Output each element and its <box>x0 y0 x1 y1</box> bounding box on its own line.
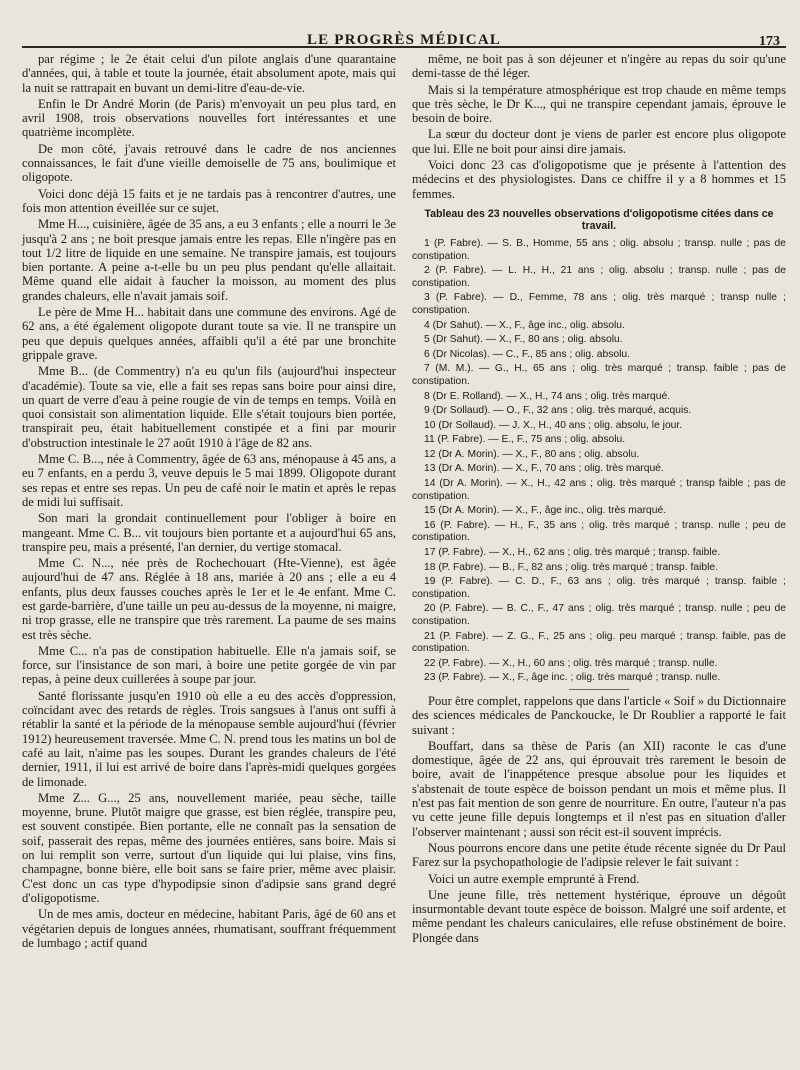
page-header <box>22 0 786 48</box>
observation-row: 7 (M. M.). — G., H., 65 ans ; olig. très marqué ; transp. faible ; pas de constipation. <box>412 363 786 387</box>
observation-row: 4 (Dr Sahut). — X., F., âge inc., olig. absolu. <box>424 319 625 331</box>
paragraph: La sœur du docteur dont je viens de parler est encore plus oligopote que lui. Elle ne boit pour ainsi dire jamais. <box>412 127 786 156</box>
paragraph: Mme C. N..., née près de Rochechouart (Hte-Vienne), est âgée aujourd'hui de 47 ans. Réglée à 18 ans, mariée à 20 ans ; elle a eu 4 enfants, plus deux fausses couches après le 1er et le 4e enfant. Mme C. est garde-barrière, d'une taille un peu au-dessus de la moyenne, ni maigre, ni trop grasse, elle ne transpire que très rarement. La paume de ses mains est très sèche. <box>22 556 396 642</box>
paragraph: Un de mes amis, docteur en médecine, habitant Paris, âgé de 60 ans et végétarien depuis de longues années, rhumatisant, souffrant fréquemment de lumbago ; actif quand <box>22 907 396 950</box>
observation-row: 12 (Dr A. Morin). — X., F., 80 ans ; olig. absolu. <box>424 448 640 460</box>
observation-row: 11 (P. Fabre). — E., F., 75 ans ; olig. absolu. <box>424 434 626 446</box>
right-intro <box>412 52 786 201</box>
paragraph: même, ne boit pas à son déjeuner et n'ingère au repas du soir qu'une demi-tasse de thé léger. <box>412 52 786 81</box>
paragraph: Voici donc 23 cas d'oligopotisme que je présente à l'attention des médecins et des physiologistes. Dans ce chiffre il y a 8 hommes et 15 femmes. <box>412 158 786 201</box>
table-title: Tableau des 23 nouvelles observations d'oligopotisme citées dans ce travail. <box>424 207 774 233</box>
observation-row: 22 (P. Fabre). — X., H., 60 ans ; olig. très marqué ; transp. nulle. <box>424 657 718 669</box>
paragraph: Mais si la température atmosphérique est trop chaude en même temps que très sèche, le Dr K..., qui ne transpire cependant jamais, éprouve le besoin de boire. <box>412 82 786 126</box>
observation-row: 8 (Dr E. Rolland). — X., H., 74 ans ; olig. très marqué. <box>424 390 671 402</box>
observation-row: 19 (P. Fabre). — C. D., F., 63 ans ; olig. très marqué ; transp. faible ; constipation. <box>412 576 786 600</box>
running-title: LE PROGRÈS MÉDICAL <box>306 32 502 48</box>
observation-row: 1 (P. Fabre). — S. B., Homme, 55 ans ; olig. absolu ; transp. nulle ; pas de constipation. <box>412 237 786 262</box>
paragraph: Bouffart, dans sa thèse de Paris (an XII) raconte le cas d'une domestique, âgée de 22 ans, qui éprouvait très rarement le besoin de boire, avait de l'inappétence presque absolue pour les liquides et s'abstenait de toute espèce de boisson pendant un mois et même plus. Il n'est pas fait mention de son genre de nourriture. En outre, l'auteur n'a pas vu cette jeune fille depuis longtemps et il n'est pas en situation d'aller l'observer maintenant ; aussi son récit est-il souvent imprécis. <box>412 738 786 839</box>
observation-row: 14 (Dr A. Morin). — X., H., 42 ans ; olig. très marqué ; transp faible ; pas de constipation. <box>412 478 786 502</box>
text-columns <box>22 52 786 952</box>
observation-row: 17 (P. Fabre). — X., H., 62 ans ; olig. très marqué ; transp. faible. <box>424 547 721 559</box>
observation-table <box>412 238 786 685</box>
observation-row: 6 (Dr Nicolas). — C., F., 85 ans ; olig. absolu. <box>424 348 631 360</box>
paragraph: Voici donc déjà 15 faits et je ne tardais pas à rencontrer d'autres, une fois mon attention éveillée sur ce sujet. <box>22 186 396 215</box>
observation-row: 16 (P. Fabre). — H., F., 35 ans ; olig. très marqué ; transp. nulle ; peu de constipation. <box>412 519 786 544</box>
paragraph: Mme B... (de Commentry) n'a eu qu'un fils (aujourd'hui inspecteur d'académie). Toute sa vie, elle a fait ses repas sans boire pour ainsi dire, un quart de verre d'eau à peine rougie de vin de temps en temps. Voilà en quoi consistait son alimentation liquide. Elle s'était toujours bien portée, transpirait peu, était habituellement constipée et a fini par mourir d'obstruction intestinale le 27 août 1910 à l'âge de 82 ans. <box>22 364 396 450</box>
left-column <box>22 52 396 952</box>
observation-row: 23 (P. Fabre). — X., F., âge inc. ; olig. très marqué ; transp. nulle. <box>424 672 721 684</box>
observation-row: 21 (P. Fabre). — Z. G., F., 25 ans ; olig. peu marqué ; transp. faible, pas de constipation. <box>412 630 786 655</box>
paragraph: Mme C. B..., née à Commentry, âgée de 63 ans, ménopause à 45 ans, a eu 7 enfants, en a perdu 3, veuve depuis le 5 mai 1899. Oligopote durant ses repas et entre ses repas. Un peu de café noir le matin et après le repas de midi lui suffisait. <box>22 452 396 509</box>
right-closing <box>412 694 786 945</box>
observation-row: 9 (Dr Sollaud). — O., F., 32 ans ; olig. très marqué, acquis. <box>424 405 692 417</box>
paragraph: par régime ; le 2e était celui d'un pilote anglais d'une quarantaine d'années, qui, à table et toute la journée, était absolument apote, mais qui la nuit se rattrapait en buvant un demi-litre d'eau-de-vie. <box>22 52 396 95</box>
page-number: 173 <box>759 34 780 49</box>
paragraph: Son mari la grondait continuellement pour l'obliger à boire en mangeant. Mme C. B... vit toujours bien portante et a aujourd'hui 65 ans, transpire peu, mais a présenté, l'an dernier, du vertige stomacal. <box>22 511 396 554</box>
paragraph: Nous pourrons encore dans une petite étude récente signée du Dr Paul Farez sur la psychopathologie de l'adipsie relever le fait suivant : <box>412 840 786 870</box>
paragraph: Le père de Mme H... habitait dans une commune des environs. Agé de 62 ans, a été également oligopote durant toute sa vie. Il ne transpire un peu que depuis quelques années, affaibli qu'il a été par une bronchite grippale grave. <box>22 305 396 362</box>
paragraph: Santé florissante jusqu'en 1910 où elle a eu des accès d'oppression, coïncidant avec des retards de règles. Trois sangsues à l'anus ont suffi à rétablir la santé et la période de la ménopause semble aujourd'hui (février 1912) heureusement traversée. Mme C. N. prend tous les matins un bol de café au lait, n'aime pas les soupes. Durant les grandes chaleurs de l'été dernier, 1911, il lui est arrivé de boire dans l'après-midi quelques gorgées de limonade. <box>22 688 396 789</box>
observation-row: 10 (Dr Sollaud). — J. X., H., 40 ans ; olig. absolu, le jour. <box>424 419 683 431</box>
observation-row: 3 (P. Fabre). — D., Femme, 78 ans ; olig. très marqué ; transp nulle ; constipation. <box>412 292 786 316</box>
paragraph: Enfin le Dr André Morin (de Paris) m'envoyait un peu plus tard, en avril 1908, trois observations nouvelles fort intéressantes et une quatrième incomplète. <box>22 96 396 140</box>
paragraph: Mme H..., cuisinière, âgée de 35 ans, a eu 3 enfants ; elle a nourri le 3e jusqu'à 2 ans ; ne boit presque jamais entre les repas. Elle n'ingère pas en tout 1/2 litre de liquide en une semaine. Ne transpire jamais, est toujours bien portante. A peine a-t-elle bu un peu plus pendant qu'elle allaitait. Même quand elle aidait à faucher la moisson, au moment des plus grandes chaleurs, elle n'avait jamais soif. <box>22 217 396 303</box>
paragraph: Une jeune fille, très nettement hystérique, éprouve un dégoût insurmontable devant toute espèce de boisson. Malgré une soif ardente, et même pendant les chaleurs caniculaires, elle refuse obstinément de boire. Plongée dans <box>412 887 786 945</box>
divider <box>569 689 629 690</box>
right-column <box>412 52 786 952</box>
paragraph: Mme Z... G..., 25 ans, nouvellement mariée, peau sèche, taille moyenne, brune. Plutôt maigre que grasse, est bien réglée, transpire peu, est souvent constipée. Bien portante, elle ne connaît pas la sensation de soif, passerait des repas, même des journées entières, sans boire. Mais si on lui remplit son verre, surtout d'un liquide qui lui plaise, vins fins, champagne, bonne bière, elle boit sans se faire prier, même avec plaisir. C'est donc un cas type d'hypodipsie sinon d'adipsie sans grand degré d'oligopotisme. <box>22 790 396 905</box>
paragraph: De mon côté, j'avais retrouvé dans le cadre de nos anciennes connaissances, le fait d'une vieille demoiselle de 75 ans, boulimique et oligopote. <box>22 141 396 185</box>
observation-row: 5 (Dr Sahut). — X., F., 80 ans ; olig. absolu. <box>424 334 623 346</box>
paragraph: Pour être complet, rappelons que dans l'article « Soif » du Dictionnaire des sciences médicales de Panckoucke, le Dr Roublier a rapporté le fait suivant : <box>412 693 786 737</box>
observation-row: 2 (P. Fabre). — L. H., H., 21 ans ; olig. absolu ; transp. nulle ; pas de constipation. <box>412 265 786 289</box>
observation-row: 18 (P. Fabre). — B., F., 82 ans ; olig. très marqué ; transp. faible. <box>424 561 718 573</box>
observation-row: 13 (Dr A. Morin). — X., F., 70 ans ; olig. très marqué. <box>424 463 664 475</box>
observation-row: 20 (P. Fabre). — B. C., F., 47 ans ; olig. très marqué ; transp. nulle ; peu de constipation. <box>412 603 786 627</box>
paragraph: Mme C... n'a pas de constipation habituelle. Elle n'a jamais soif, se force, sur l'insistance de son mari, à boire une petite gorgée de vin par repas, à peine deux cuillerées à soupe par jour. <box>22 643 396 687</box>
observation-row: 15 (Dr A. Morin). — X., F., âge inc., olig. très marqué. <box>424 505 667 517</box>
paragraph: Voici un autre exemple emprunté à Frend. <box>428 871 640 886</box>
